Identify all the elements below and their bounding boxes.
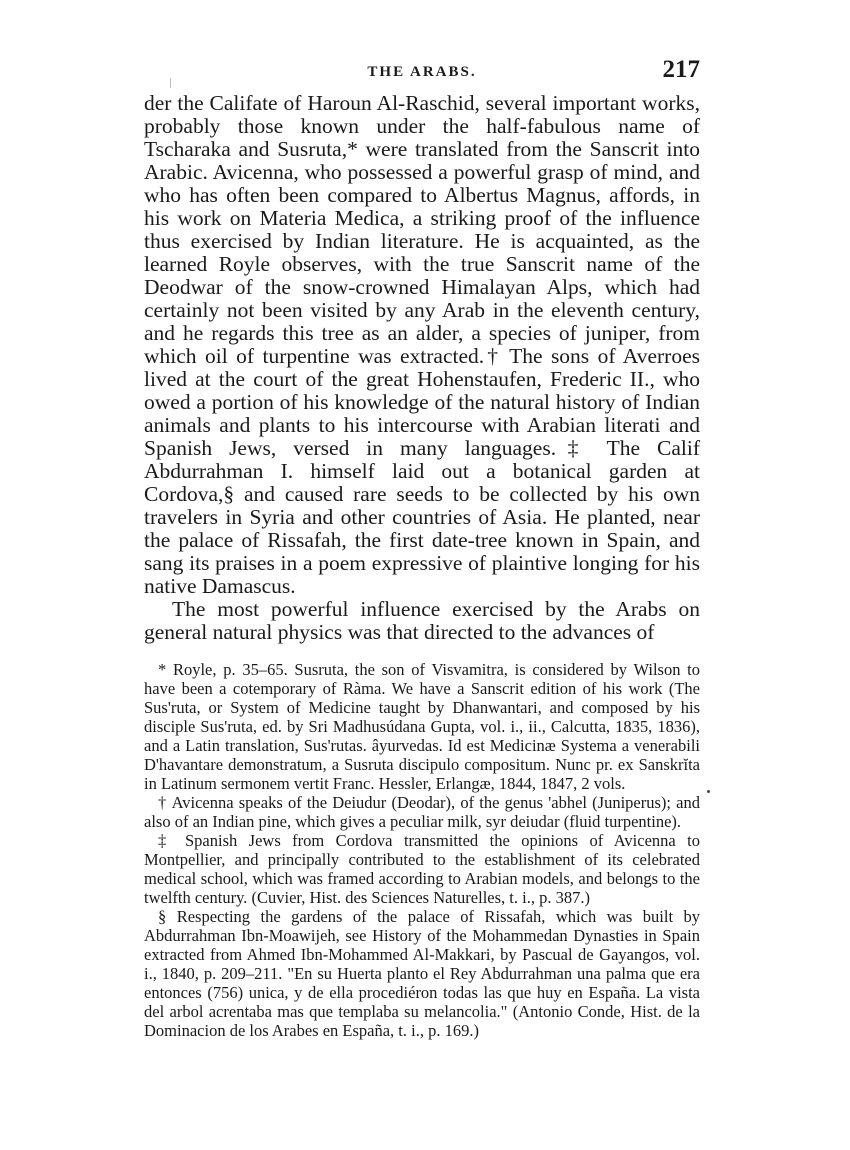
footnote-1: * Royle, p. 35–65. Susruta, the son of Visvamitra, is considered by Wilson to have been a cotemporary of Ràma. We have a Sanscrit edition of his work (The Sus'ruta, or System of Medicine taught by Dhanwantari, and composed by his disciple Sus'ruta, ed. by Sri Madhusúdana Gupta, vol. i., ii., Calcutta, 1835, 1836), and a Latin translation, Sus'rutas. âyurvedas. Id est Medicinæ Systema a venerabili D'havantare demonstratum, a Susruta discipulo compositum. Nunc pr. ex Sanskrĭta in Latinum sermonem vertit Franc. Hessler, Erlangæ, 1844, 1847, 2 vols.: [144, 660, 700, 793]
page-header: [144, 56, 700, 90]
page-number: 217: [662, 56, 700, 83]
ink-speck: [707, 790, 710, 793]
footnotes: [144, 660, 700, 1040]
footnote-4: § Respecting the gardens of the palace of Rissafah, which was built by Abdurrahman Ibn-Moawijeh, see History of the Mohammedan Dynasties in Spain extracted from Ahmed Ibn-Mohammed Al-Makkari, by Pascual de Gayangos, vol. i., 1840, p. 209–211. "En su Huerta planto el Rey Abdurrahman una palma que era entonces (756) unica, y de ella procediéron todas las que huy en España. La vista del arbol acrentaba mas que templaba su melancolia." (Antonio Conde, Hist. de la Dominacion de los Arabes en España, t. i., p. 169.): [144, 907, 700, 1040]
paragraph: der the Califate of Haroun Al-Raschid, several important works, probably those known under the half-fabulous name of Tscharaka and Susruta,* were translated from the Sanscrit into Arabic. Avicenna, who possessed a powerful grasp of mind, and who has often been compared to Albertus Magnus, affords, in his work on Materia Medica, a striking proof of the influence thus exercised by Indian literature. He is acquainted, as the learned Royle observes, with the true Sanscrit name of the Deodwar of the snow-crowned Himalayan Alps, which had certainly not been visited by any Arab in the eleventh century, and he regards this tree as an alder, a species of juniper, from which oil of turpentine was extracted.† The sons of Averroes lived at the court of the great Hohenstaufen, Frederic II., who owed a portion of his knowledge of the natural history of Indian animals and plants to his intercourse with Arabian literati and Spanish Jews, versed in many languages.‡ The Calif Abdurrahman I. himself laid out a botanical garden at Cordova,§ and caused rare seeds to be collected by his own travelers in Syria and other countries of Asia. He planted, near the palace of Rissafah, the first date-tree known in Spain, and sang its praises in a poem expressive of plaintive longing for his native Damascus.: [144, 91, 700, 598]
paragraph: The most powerful influence exercised by the Arabs on general natural physics was that directed to the advances of: [144, 597, 700, 644]
footnote-2: † Avicenna speaks of the Deiudur (Deodar), of the genus 'abhel (Juniperus); and also of an Indian pine, which gives a peculiar milk, syr deiudar (fluid turpentine).: [144, 793, 700, 831]
book-page: [144, 56, 700, 1040]
footnote-3: ‡ Spanish Jews from Cordova transmitted the opinions of Avicenna to Montpellier, and principally contributed to the establishment of its celebrated medical school, which was framed according to Arabian models, and belongs to the twelfth century. (Cuvier, Hist. des Sciences Naturelles, t. i., p. 387.): [144, 831, 700, 907]
running-head: THE ARABS.: [367, 64, 477, 80]
body-text: [144, 92, 700, 644]
